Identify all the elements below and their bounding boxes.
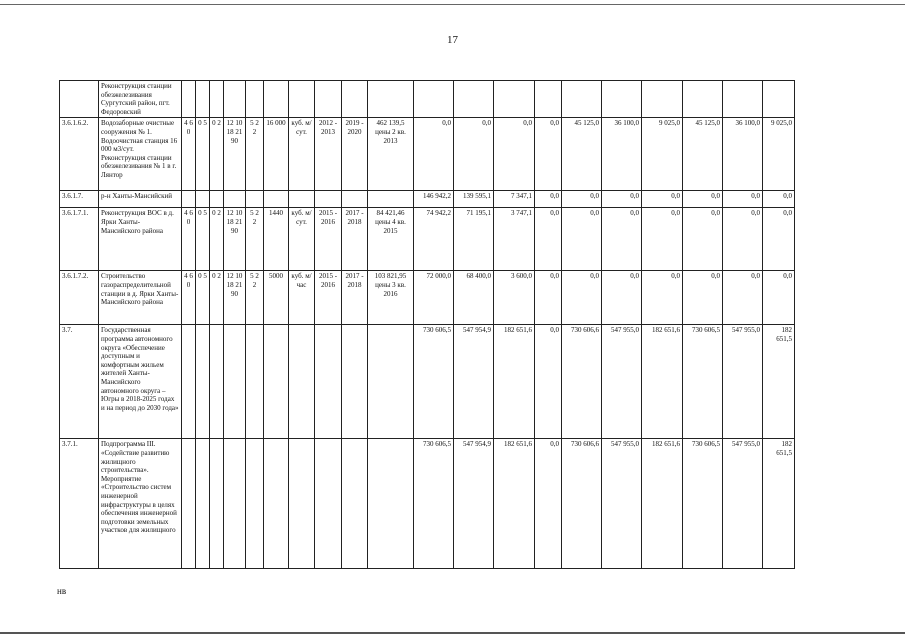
value-2-cell: 547 954,9	[454, 325, 494, 439]
value-8-cell: 45 125,0	[683, 118, 723, 191]
value-4-cell: 0,0	[535, 439, 562, 569]
code-part-5-cell: 5 2 2	[246, 118, 264, 191]
code-part-3-cell	[210, 325, 224, 439]
value-5-cell: 45 125,0	[562, 118, 602, 191]
start-period-cell: 2015 - 2016	[315, 271, 342, 325]
code-cell: 3.6.1.7.2.	[60, 271, 99, 325]
code-part-1-cell	[182, 325, 196, 439]
name-cell: Реконструкция станции обезжелезивания Сургутский район, пгт. Федоровский	[99, 81, 182, 118]
value-8-cell: 0,0	[683, 271, 723, 325]
name-cell: Подпрограмма III. «Содействие развитию жилищного строительства». Мероприятие «Строительство систем инженерной инфраструктуры в целях обеспечения инженерной подготовки земельных участков для жилищного	[99, 439, 182, 569]
code-cell: 3.6.1.7.	[60, 191, 99, 208]
end-period-cell	[342, 81, 368, 118]
value-1-cell: 72 000,0	[414, 271, 454, 325]
code-part-2-cell: 0 5	[196, 271, 210, 325]
code-cell: 3.6.1.6.2.	[60, 118, 99, 191]
table-row	[60, 271, 795, 325]
name-cell: р-н Ханты-Мансийский	[99, 191, 182, 208]
value-3-cell: 0,0	[494, 118, 535, 191]
value-7-cell: 0,0	[642, 271, 683, 325]
value-4-cell: 0,0	[535, 325, 562, 439]
capacity-cell	[264, 81, 289, 118]
code-part-4-cell: 12 10 18 21 90	[224, 208, 246, 271]
value-9-cell: 547 955,0	[723, 325, 763, 439]
code-part-2-cell: 0 5	[196, 118, 210, 191]
code-part-2-cell	[196, 81, 210, 118]
value-9-cell: 0,0	[723, 271, 763, 325]
code-part-3-cell	[210, 439, 224, 569]
capacity-cell	[264, 439, 289, 569]
value-5-cell: 0,0	[562, 208, 602, 271]
value-7-cell: 182 651,6	[642, 439, 683, 569]
unit-cell: куб. м/ час	[289, 271, 315, 325]
footer-mark: нв	[57, 586, 67, 596]
value-1-cell: 74 942,2	[414, 208, 454, 271]
scan-top-edge	[0, 4, 905, 5]
value-9-cell: 0,0	[723, 208, 763, 271]
value-10-cell	[763, 81, 795, 118]
end-period-cell	[342, 439, 368, 569]
value-7-cell: 0,0	[642, 208, 683, 271]
value-6-cell	[602, 81, 642, 118]
value-10-cell: 0,0	[763, 191, 795, 208]
table-row	[60, 118, 795, 191]
code-part-1-cell: 4 6 0	[182, 118, 196, 191]
code-part-3-cell: 0 2	[210, 118, 224, 191]
code-part-2-cell: 0 5	[196, 208, 210, 271]
value-5-cell: 0,0	[562, 271, 602, 325]
value-5-cell	[562, 81, 602, 118]
code-part-1-cell	[182, 191, 196, 208]
code-part-1-cell	[182, 439, 196, 569]
value-1-cell	[414, 81, 454, 118]
capacity-cell: 1440	[264, 208, 289, 271]
value-4-cell: 0,0	[535, 118, 562, 191]
estimated-cost-cell: 103 821,95 цены 3 кв. 2016	[368, 271, 414, 325]
name-cell: Водозаборные очистные сооружения № 1. Водоочистная станция 16 000 м3/сут. Реконструкция станции обезжелезивания № 1 в г. Лянтор	[99, 118, 182, 191]
start-period-cell	[315, 191, 342, 208]
code-part-2-cell	[196, 191, 210, 208]
code-part-5-cell	[246, 81, 264, 118]
end-period-cell	[342, 191, 368, 208]
capacity-cell	[264, 191, 289, 208]
page-number: 17	[447, 34, 458, 46]
unit-cell	[289, 81, 315, 118]
start-period-cell	[315, 325, 342, 439]
value-1-cell: 146 942,2	[414, 191, 454, 208]
code-part-5-cell: 5 2 2	[246, 271, 264, 325]
value-9-cell: 0,0	[723, 191, 763, 208]
value-6-cell: 547 955,0	[602, 325, 642, 439]
estimated-cost-cell	[368, 325, 414, 439]
value-3-cell	[494, 81, 535, 118]
value-8-cell	[683, 81, 723, 118]
value-4-cell: 0,0	[535, 191, 562, 208]
name-cell: Государственная программа автономного округа «Обеспечение доступным и комфортным жильем жителей Ханты-Мансийского автономного округа – Югры в 2018-2025 годах и на период до 2030 года»	[99, 325, 182, 439]
code-part-4-cell	[224, 81, 246, 118]
table-row	[60, 208, 795, 271]
start-period-cell: 2012 - 2013	[315, 118, 342, 191]
code-part-1-cell	[182, 81, 196, 118]
table-row	[60, 81, 795, 118]
code-part-4-cell: 12 10 18 21 90	[224, 271, 246, 325]
value-9-cell: 36 100,0	[723, 118, 763, 191]
unit-cell	[289, 325, 315, 439]
scan-bottom-edge	[0, 632, 905, 634]
code-part-5-cell: 5 2 2	[246, 208, 264, 271]
value-2-cell: 139 595,1	[454, 191, 494, 208]
value-10-cell: 9 025,0	[763, 118, 795, 191]
value-6-cell: 36 100,0	[602, 118, 642, 191]
value-4-cell: 0,0	[535, 271, 562, 325]
value-5-cell: 0,0	[562, 191, 602, 208]
value-1-cell: 730 606,5	[414, 439, 454, 569]
value-7-cell: 182 651,6	[642, 325, 683, 439]
end-period-cell: 2017 - 2018	[342, 271, 368, 325]
start-period-cell	[315, 81, 342, 118]
value-7-cell: 0,0	[642, 191, 683, 208]
value-2-cell	[454, 81, 494, 118]
estimated-cost-cell	[368, 81, 414, 118]
value-6-cell: 547 955,0	[602, 439, 642, 569]
code-part-5-cell	[246, 191, 264, 208]
code-part-4-cell	[224, 191, 246, 208]
estimated-cost-cell: 462 139,5 цены 2 кв. 2013	[368, 118, 414, 191]
code-cell	[60, 81, 99, 118]
value-2-cell: 0,0	[454, 118, 494, 191]
capacity-cell	[264, 325, 289, 439]
name-cell: Строительство газораспределительной станции в д. Ярки Ханты-Мансийского района	[99, 271, 182, 325]
code-cell: 3.7.	[60, 325, 99, 439]
value-8-cell: 0,0	[683, 208, 723, 271]
value-5-cell: 730 606,6	[562, 325, 602, 439]
code-part-1-cell: 4 6 0	[182, 208, 196, 271]
code-cell: 3.7.1.	[60, 439, 99, 569]
code-part-5-cell	[246, 325, 264, 439]
value-7-cell	[642, 81, 683, 118]
value-10-cell: 0,0	[763, 271, 795, 325]
code-part-4-cell	[224, 325, 246, 439]
table-row	[60, 325, 795, 439]
value-6-cell: 0,0	[602, 191, 642, 208]
code-part-1-cell: 4 6 0	[182, 271, 196, 325]
value-1-cell: 0,0	[414, 118, 454, 191]
value-8-cell: 730 606,5	[683, 439, 723, 569]
estimated-cost-cell	[368, 439, 414, 569]
code-part-4-cell: 12 10 18 21 90	[224, 118, 246, 191]
code-part-3-cell: 0 2	[210, 208, 224, 271]
value-10-cell: 182 651,5	[763, 439, 795, 569]
value-9-cell	[723, 81, 763, 118]
value-2-cell: 71 195,1	[454, 208, 494, 271]
start-period-cell: 2015 - 2016	[315, 208, 342, 271]
value-3-cell: 7 347,1	[494, 191, 535, 208]
name-cell: Реконструкция ВОС в д. Ярки Ханты-Мансийского района	[99, 208, 182, 271]
code-part-2-cell	[196, 439, 210, 569]
value-8-cell: 730 606,5	[683, 325, 723, 439]
start-period-cell	[315, 439, 342, 569]
value-10-cell: 0,0	[763, 208, 795, 271]
end-period-cell: 2017 - 2018	[342, 208, 368, 271]
value-4-cell: 0,0	[535, 208, 562, 271]
value-2-cell: 68 400,0	[454, 271, 494, 325]
value-9-cell: 547 955,0	[723, 439, 763, 569]
value-8-cell: 0,0	[683, 191, 723, 208]
value-3-cell: 182 651,6	[494, 439, 535, 569]
value-6-cell: 0,0	[602, 208, 642, 271]
value-3-cell: 182 651,6	[494, 325, 535, 439]
value-5-cell: 730 606,6	[562, 439, 602, 569]
unit-cell	[289, 191, 315, 208]
code-part-3-cell	[210, 81, 224, 118]
table-row	[60, 191, 795, 208]
estimated-cost-cell	[368, 191, 414, 208]
value-6-cell: 0,0	[602, 271, 642, 325]
unit-cell	[289, 439, 315, 569]
code-part-3-cell	[210, 191, 224, 208]
budget-table	[59, 80, 795, 569]
value-2-cell: 547 954,9	[454, 439, 494, 569]
capacity-cell: 16 000	[264, 118, 289, 191]
value-3-cell: 3 747,1	[494, 208, 535, 271]
end-period-cell: 2019 - 2020	[342, 118, 368, 191]
capacity-cell: 5000	[264, 271, 289, 325]
code-cell: 3.6.1.7.1.	[60, 208, 99, 271]
code-part-4-cell	[224, 439, 246, 569]
code-part-2-cell	[196, 325, 210, 439]
unit-cell: куб. м/ сут.	[289, 208, 315, 271]
table-row	[60, 439, 795, 569]
code-part-5-cell	[246, 439, 264, 569]
value-10-cell: 182 651,5	[763, 325, 795, 439]
value-1-cell: 730 606,5	[414, 325, 454, 439]
value-4-cell	[535, 81, 562, 118]
code-part-3-cell: 0 2	[210, 271, 224, 325]
estimated-cost-cell: 84 421,46 цены 4 кв. 2015	[368, 208, 414, 271]
unit-cell: куб. м/ сут.	[289, 118, 315, 191]
end-period-cell	[342, 325, 368, 439]
value-7-cell: 9 025,0	[642, 118, 683, 191]
value-3-cell: 3 600,0	[494, 271, 535, 325]
